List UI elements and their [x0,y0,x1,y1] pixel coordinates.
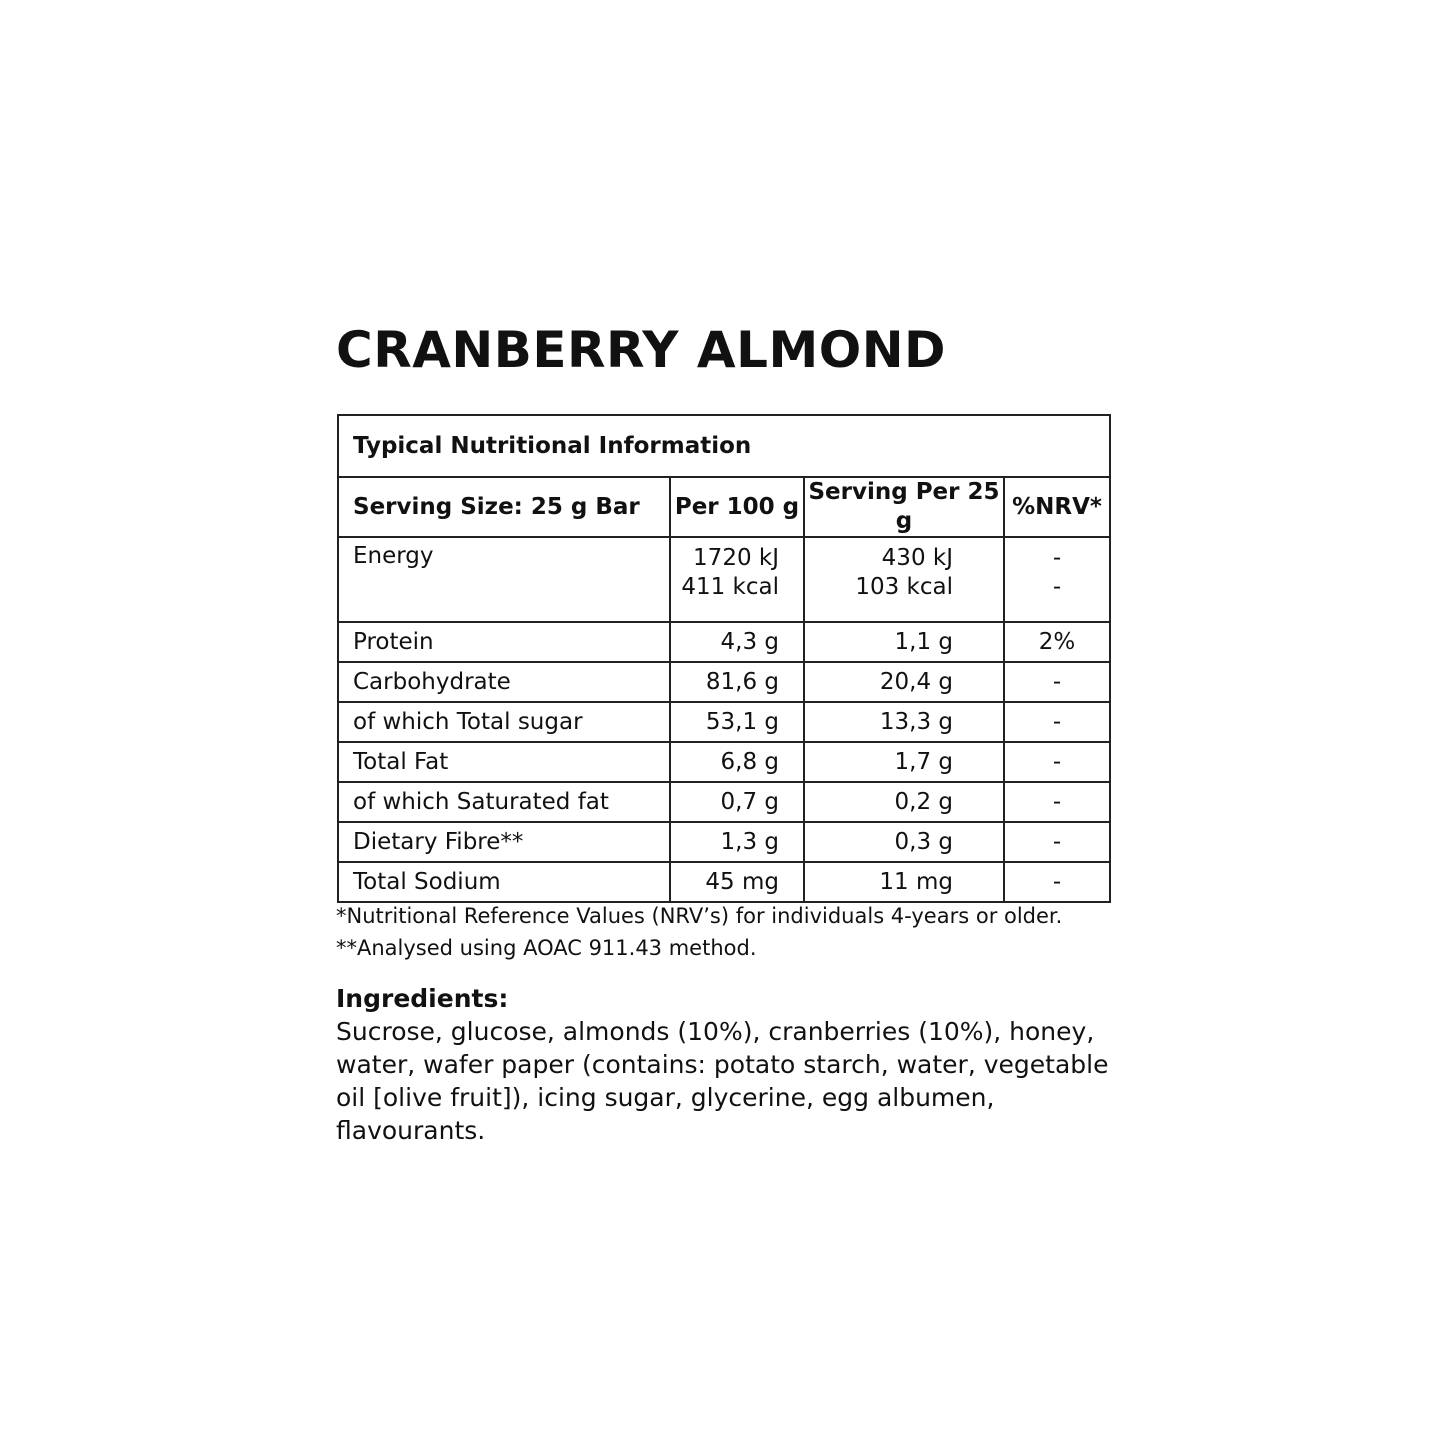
energy-per-serving-kj: 430 kJ [881,545,953,571]
energy-label: Energy [338,537,670,622]
nutrient-nrv: - [1004,702,1110,742]
energy-per-100g-kcal: 411 kcal [681,574,779,600]
nutrient-label: Dietary Fibre** [338,822,670,862]
nutrient-per-100g: 4,3 g [670,622,804,662]
nutrient-per-100g: 53,1 g [670,702,804,742]
nutrient-nrv: - [1004,822,1110,862]
nutrient-nrv: - [1004,862,1110,902]
nutrient-per-serving: 0,3 g [804,822,1004,862]
nutrient-per-serving: 20,4 g [804,662,1004,702]
nutrient-per-100g: 45 mg [670,862,804,902]
table-row [338,702,1110,742]
nutrient-per-serving: 13,3 g [804,702,1004,742]
footnote-nrv: *Nutritional Reference Values (NRV’s) for individuals 4-years or older. [336,904,1063,928]
energy-per-serving-kcal: 103 kcal [855,574,953,600]
table-row [338,622,1110,662]
nutrient-nrv: 2% [1004,622,1110,662]
product-title: CRANBERRY ALMOND [336,321,947,379]
footnote-analysis: **Analysed using AOAC 911.43 method. [336,936,757,960]
ingredients-text: Sucrose, glucose, almonds (10%), cranberries (10%), honey, water, wafer paper (contains: potato starch, water, vegetable oil [olive fruit]), icing sugar, glycerine, egg albumen, flavourants. [336,1017,1109,1145]
table-title: Typical Nutritional Information [338,415,1110,477]
per-serving-header: Serving Per 25 g [804,477,1004,537]
table-row-energy [338,537,1110,622]
energy-per-100g [670,537,804,622]
energy-per-100g-kj: 1720 kJ [693,545,779,571]
nutrient-label: of which Saturated fat [338,782,670,822]
nutrient-per-serving: 1,1 g [804,622,1004,662]
energy-nrv [1004,537,1110,622]
nutrient-label: Carbohydrate [338,662,670,702]
table-header-row [338,477,1110,537]
nutrient-per-serving: 0,2 g [804,782,1004,822]
nrv-header: %NRV* [1004,477,1110,537]
nutrient-per-serving: 1,7 g [804,742,1004,782]
nutrient-label: of which Total sugar [338,702,670,742]
energy-nrv-kj: - [1052,545,1062,571]
ingredients-section [336,982,1136,1147]
nutrient-nrv: - [1004,782,1110,822]
ingredients-heading: Ingredients: [336,984,509,1013]
energy-nrv-kcal: - [1052,574,1062,600]
nutrient-label: Protein [338,622,670,662]
nutrient-label: Total Fat [338,742,670,782]
nutrition-table [337,414,1111,903]
table-title-row [338,415,1110,477]
nutrient-nrv: - [1004,662,1110,702]
nutrient-label: Total Sodium [338,862,670,902]
nutrient-per-serving: 11 mg [804,862,1004,902]
nutrient-nrv: - [1004,742,1110,782]
nutrient-per-100g: 81,6 g [670,662,804,702]
nutrient-per-100g: 6,8 g [670,742,804,782]
footnotes [336,900,1062,964]
serving-size-header: Serving Size: 25 g Bar [338,477,670,537]
nutrient-per-100g: 1,3 g [670,822,804,862]
energy-per-serving [804,537,1004,622]
nutrient-per-100g: 0,7 g [670,782,804,822]
table-row [338,782,1110,822]
table-row [338,662,1110,702]
table-row [338,862,1110,902]
table-row [338,822,1110,862]
per-100g-header: Per 100 g [670,477,804,537]
table-row [338,742,1110,782]
